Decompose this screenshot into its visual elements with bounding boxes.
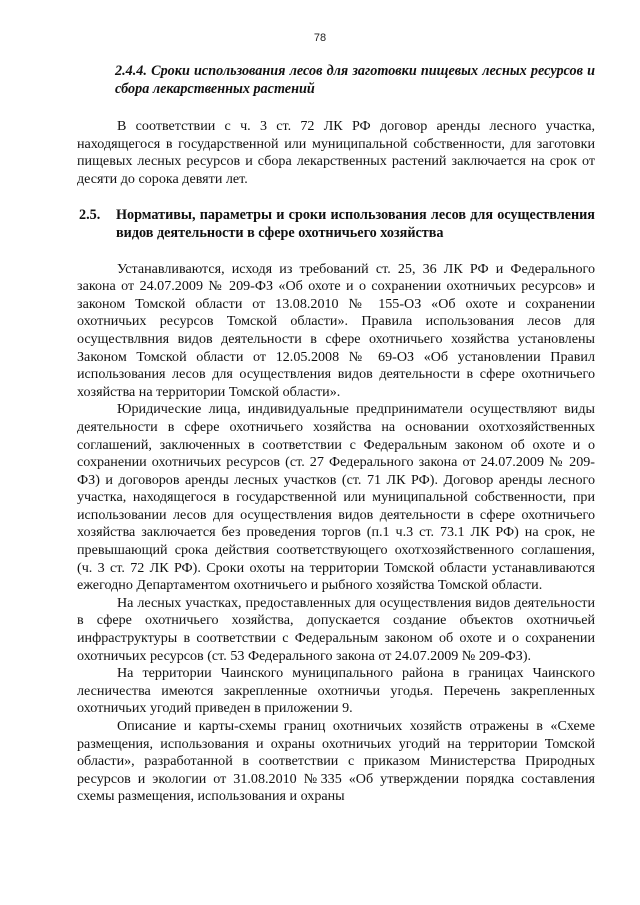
paragraph: Описание и карты-схемы границ охотничьих хозяйств отражены в «Схеме размещения, использования и охраны охотничьих угодий на территории Томской области», разработанной в соответствии с приказом Министерства Природных ресурсов и экологии от 31.08.2010 №335 «Об утверждении порядка составления схемы размещения, использования и охраны: [77, 718, 595, 805]
paragraph: На лесных участках, предоставленных для осуществления видов деятельности в сфере охотничьего хозяйства, допускается создание объектов охотничьей инфраструктуры в соответствии с Федеральным законом об охоте и о сохранении охотничьих ресурсов (ст. 53 Федерального закона от 24.07.2009 № 209-ФЗ).: [77, 594, 595, 664]
paragraph: Устанавливаются, исходя из требований ст. 25, 36 ЛК РФ и Федерального закона от 24.07.2009 № 209-ФЗ «Об охоте и о сохранении охотничьих ресурсов» и законом Томской области от 13.08.2010 № 155-ОЗ «Об охоте и сохранении охотничьих ресурсов Томской области». Правила использования лесов для осуществлвния видов деятельности в сфере охотничьего хозяйства установлены Законом Томской области от 12.05.2008 № 69-ОЗ «Об установлении Правил использования лесов для осуществления видов деятельности в сфере охотничьего хозяйства на территории Томской области».: [77, 260, 595, 400]
section-heading-2-5: [77, 207, 595, 242]
paragraph: Юридические лица, индивидуальные предприниматели осуществляют виды деятельности в сфере охотничьего хозяйства на основании охотхозяйственных соглашений, заключенных в соответствии с Федеральным законом об охоте и о сохранении охотничьих ресурсов (ст. 27 Федерального закона от 24.07.2009 № 209-ФЗ) и договоров аренды лесных участков (ст. 71 ЛК РФ). Договор аренды лесного участка, находящегося в государственной или муниципальной собственности, при использовании лесов для осуществления видов деятельности в сфере охотничьего хозяйства заключается без проведения торгов (п.1 ч.3 ст. 73.1 ЛК РФ) на срок, не превышающий срока действия соответствующего охотхозяйственного соглашения, (ч. 3 ст. 72 ЛК РФ). Сроки охоты на территории Томской области устанавливаются ежегодно Департаментом охотничьего и рыбного хозяйства Томской области.: [77, 401, 595, 594]
section-number: 2.5.: [79, 207, 101, 224]
paragraph: В соответствии с ч. 3 ст. 72 ЛК РФ договор аренды лесного участка, находящегося в государственной или муниципальной собственности, для заготовки пищевых лесных ресурсов и сбора лекарственных растений заключается на срок от десяти до сорока девяти лет.: [77, 118, 595, 187]
paragraph: На территории Чаинского муниципального района в границах Чаинского лесничества имеются закрепленные охотничьи угодья. Перечень закрепленных охотничьих угодий приведен в приложении 9.: [77, 665, 595, 717]
page-content: [77, 62, 595, 806]
section-title: Нормативы, параметры и сроки использования лесов для осуществления видов деятельности в сфере охотничьего хозяйства: [116, 207, 595, 241]
subsection-heading-2-4-4: 2.4.4. Сроки использования лесов для заготовки пищевых лесных ресурсов и сбора лекарственных растений: [115, 63, 595, 97]
page-number: 78: [313, 32, 327, 44]
